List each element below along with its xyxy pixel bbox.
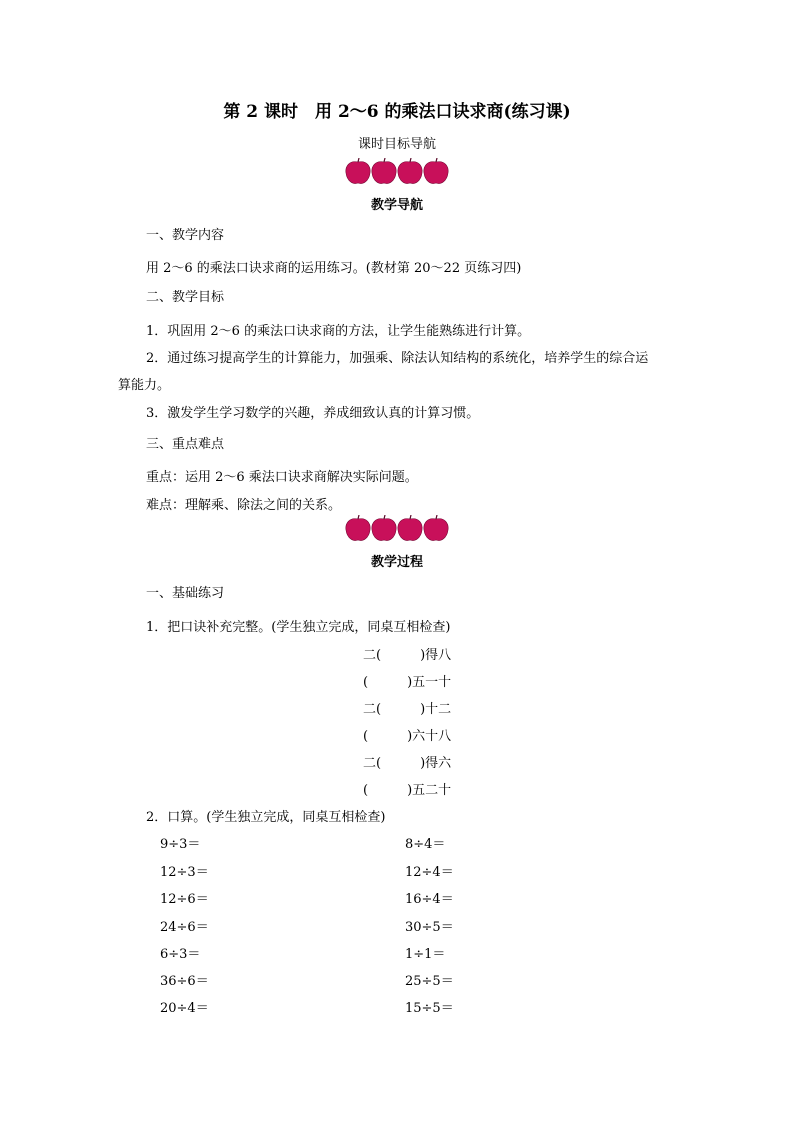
- key-point: 重点：运用 2～6 乘法口诀求商解决实际问题。: [146, 470, 418, 485]
- apple-badges-icon-svg: [345, 515, 449, 543]
- apple-badges-icon: [0, 515, 794, 543]
- heading-teaching-content: 一、教学内容: [146, 228, 225, 243]
- calc-item-right: 15÷5＝: [405, 1001, 454, 1016]
- calc-item-right: 1÷1＝: [405, 947, 446, 962]
- rhyme-line: ( )六十八: [363, 729, 452, 744]
- calc-item-right: 8÷4＝: [405, 837, 446, 852]
- calc-item-left: 36÷6＝: [160, 974, 209, 989]
- calc-item-left: 24÷6＝: [160, 920, 209, 935]
- exercise-1-instruction: 1．把口诀补充完整。(学生独立完成，同桌互相检查): [146, 620, 451, 635]
- calc-item-left: 9÷3＝: [160, 837, 201, 852]
- lesson-subtitle: 课时目标导航: [357, 137, 436, 152]
- calc-item-left: 12÷3＝: [160, 865, 209, 880]
- section-title-process: 教学过程: [370, 555, 423, 570]
- lesson-title: 第 2 课时 用 2～6 的乘法口诀求商(练习课): [223, 102, 571, 122]
- calc-item-right: 12÷4＝: [405, 865, 454, 880]
- paragraph-teaching-content: 用 2～6 的乘法口诀求商的运用练习。(教材第 20～22 页练习四): [146, 261, 522, 276]
- calc-item-right: 30÷5＝: [405, 920, 454, 935]
- section-title-navigation: 教学导航: [370, 198, 423, 213]
- difficult-point: 难点：理解乘、除法之间的关系。: [146, 498, 342, 513]
- calc-item-right: 16÷4＝: [405, 892, 454, 907]
- rhyme-line: 二( )得六: [363, 756, 452, 771]
- goal-2-line-1: 2．通过练习提高学生的计算能力，加强乘、除法认知结构的系统化，培养学生的综合运: [146, 351, 649, 366]
- calc-item-right: 25÷5＝: [405, 974, 454, 989]
- calc-item-left: 6÷3＝: [160, 947, 201, 962]
- rhyme-line: ( )五一十: [363, 675, 452, 690]
- rhyme-line: 二( )十二: [363, 702, 452, 717]
- heading-teaching-goals: 二、教学目标: [146, 290, 225, 305]
- exercise-2-instruction: 2．口算。(学生独立完成，同桌互相检查): [146, 810, 386, 825]
- rhyme-line: ( )五二十: [363, 783, 452, 798]
- goal-2-line-2: 算能力。: [118, 378, 171, 393]
- rhyme-line: 二( )得八: [363, 648, 452, 663]
- heading-basic-practice: 一、基础练习: [146, 586, 225, 601]
- calc-item-left: 12÷6＝: [160, 892, 209, 907]
- goal-3: 3．激发学生学习数学的兴趣，养成细致认真的计算习惯。: [146, 406, 480, 421]
- goal-1: 1．巩固用 2～6 的乘法口诀求商的方法，让学生能熟练进行计算。: [146, 324, 531, 339]
- apple-badges-icon: [0, 158, 794, 186]
- heading-key-points: 三、重点难点: [146, 437, 225, 452]
- apple-badges-icon-svg: [345, 158, 449, 186]
- calc-item-left: 20÷4＝: [160, 1001, 209, 1016]
